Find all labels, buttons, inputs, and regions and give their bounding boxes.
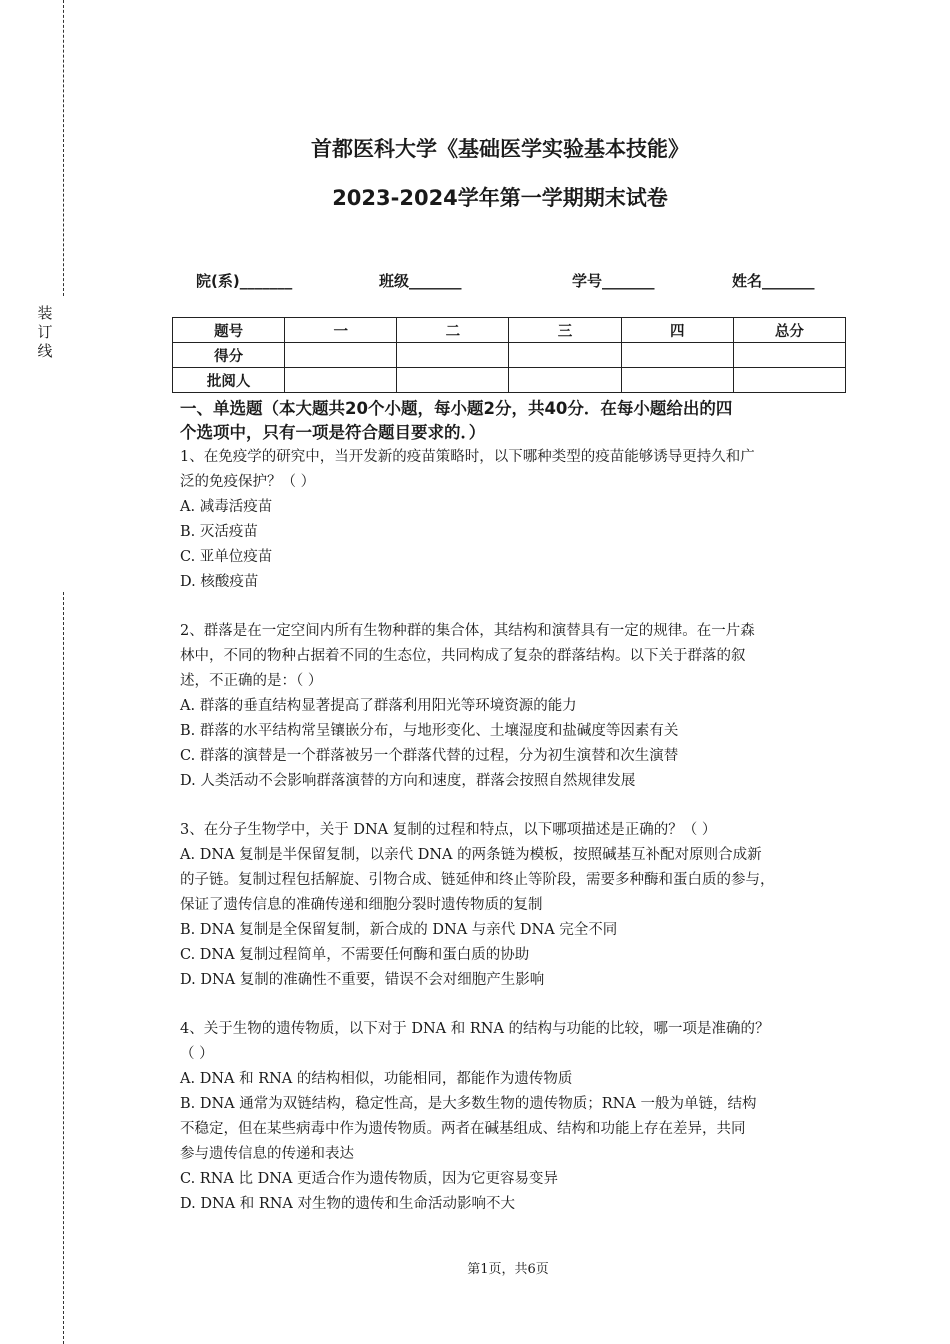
score-table-cell: [621, 368, 733, 393]
student-id-field: 学号_______: [572, 272, 655, 290]
option-a: A. 减毒活疫苗: [180, 499, 273, 515]
question-stem-line: 泛的免疫保护？（ ）: [180, 474, 316, 490]
option-a-continued: 保证了遗传信息的准确传递和细胞分裂时遗传物质的复制: [180, 897, 543, 913]
option-b-continued: 参与遗传信息的传递和表达: [180, 1146, 354, 1162]
score-table-header-row: [173, 318, 846, 343]
option-b: B. DNA 复制是全保留复制，新合成的 DNA 与亲代 DNA 完全不同: [180, 922, 618, 938]
question-stem-line: 4、关于生物的遗传物质，以下对于 DNA 和 RNA 的结构与功能的比较，哪一项是准确的？: [180, 1021, 770, 1037]
option-a: A. DNA 和 RNA 的结构相似，功能相同，都能作为遗传物质: [180, 1071, 573, 1087]
option-b: B. 群落的水平结构常呈镶嵌分布，与地形变化、土壤湿度和盐碱度等因素有关: [180, 723, 679, 739]
binding-char: 线: [37, 342, 53, 360]
option-a: A. 群落的垂直结构显著提高了群落利用阳光等环境资源的能力: [180, 698, 577, 714]
score-table: [172, 317, 846, 393]
option-d: D. 核酸疫苗: [180, 574, 259, 590]
score-table-cell: [285, 368, 397, 393]
option-d: D. DNA 和 RNA 对生物的遗传和生命活动影响不大: [180, 1196, 516, 1212]
binding-line-label: [36, 304, 54, 361]
score-table-cell: [397, 368, 509, 393]
score-table-row-label: 批阅人: [173, 368, 285, 393]
option-a: A. DNA 复制是半保留复制，以亲代 DNA 的两条链为模板，按照碱基互补配对原则合成新: [180, 847, 762, 863]
score-table-header-cell: 二: [397, 318, 509, 343]
option-b-continued: 不稳定，但在某些病毒中作为遗传物质。两者在碱基组成、结构和功能上存在差异，共同: [180, 1121, 746, 1137]
name-field: 姓名_______: [732, 272, 815, 290]
score-table-header-cell: 题号: [173, 318, 285, 343]
option-c: C. 亚单位疫苗: [180, 549, 273, 565]
score-table-cell: [285, 343, 397, 368]
option-a-continued: 的子链。复制过程包括解旋、引物合成、链延伸和终止等阶段，需要多种酶和蛋白质的参与，: [180, 872, 775, 888]
score-table-header-cell: 四: [621, 318, 733, 343]
binding-char: 装: [37, 304, 53, 322]
section-heading-line: 个选项中，只有一项是符合题目要求的．）: [180, 423, 486, 442]
question-1: [180, 445, 860, 595]
score-table-row-label: 得分: [173, 343, 285, 368]
score-table-cell: [509, 343, 621, 368]
option-c: C. RNA 比 DNA 更适合作为遗传物质，因为它更容易变异: [180, 1171, 558, 1187]
option-d: D. 人类活动不会影响群落演替的方向和速度，群落会按照自然规律发展: [180, 773, 636, 789]
score-table-cell: [509, 368, 621, 393]
option-d: D. DNA 复制的准确性不重要，错误不会对细胞产生影响: [180, 972, 545, 988]
question-stem-line: 林中，不同的物种占据着不同的生态位，共同构成了复杂的群落结构。以下关于群落的叙: [180, 648, 746, 664]
score-table-header-cell: 总分: [733, 318, 845, 343]
score-table-row: [173, 368, 846, 393]
question-3: [180, 818, 860, 993]
student-info-row: [0, 270, 950, 292]
score-table-cell: [733, 343, 845, 368]
score-table-header-cell: 三: [509, 318, 621, 343]
question-stem-line: 述，不正确的是：（ ）: [180, 673, 323, 689]
option-b: B. 灭活疫苗: [180, 524, 258, 540]
question-4: [180, 1017, 860, 1217]
option-b: B. DNA 通常为双链结构，稳定性高，是大多数生物的遗传物质；RNA 一般为单链，结构: [180, 1096, 757, 1112]
exam-subtitle: 2023-2024学年第一学期期末试卷: [332, 186, 668, 210]
score-table-cell: [397, 343, 509, 368]
option-c: C. DNA 复制过程简单，不需要任何酶和蛋白质的协助: [180, 947, 530, 963]
question-stem-line: 3、在分子生物学中，关于 DNA 复制的过程和特点，以下哪项描述是正确的？（ ）: [180, 822, 717, 838]
exam-title: 首都医科大学《基础医学实验基本技能》: [311, 137, 689, 161]
page-number-footer: 第1页，共6页: [467, 1262, 549, 1277]
binding-dashed-line-bottom: [63, 592, 64, 1344]
score-table-cell: [733, 368, 845, 393]
score-table-cell: [621, 343, 733, 368]
section-heading: [180, 397, 870, 445]
score-table-header-cell: 一: [285, 318, 397, 343]
question-stem-line: 1、在免疫学的研究中，当开发新的疫苗策略时，以下哪种类型的疫苗能够诱导更持久和广: [180, 449, 755, 465]
question-stem-line: 2、群落是在一定空间内所有生物种群的集合体，其结构和演替具有一定的规律。在一片森: [180, 623, 755, 639]
binding-char: 订: [37, 323, 53, 341]
score-table-row: [173, 343, 846, 368]
section-heading-line: 一、单选题（本大题共20个小题，每小题2分，共40分．在每小题给出的四: [180, 399, 733, 418]
option-c: C. 群落的演替是一个群落被另一个群落代替的过程，分为初生演替和次生演替: [180, 748, 679, 764]
question-stem-line: （ ）: [180, 1046, 214, 1062]
class-field: 班级_______: [379, 272, 462, 290]
question-2: [180, 619, 860, 794]
department-field: 院(系)_______: [196, 272, 293, 290]
